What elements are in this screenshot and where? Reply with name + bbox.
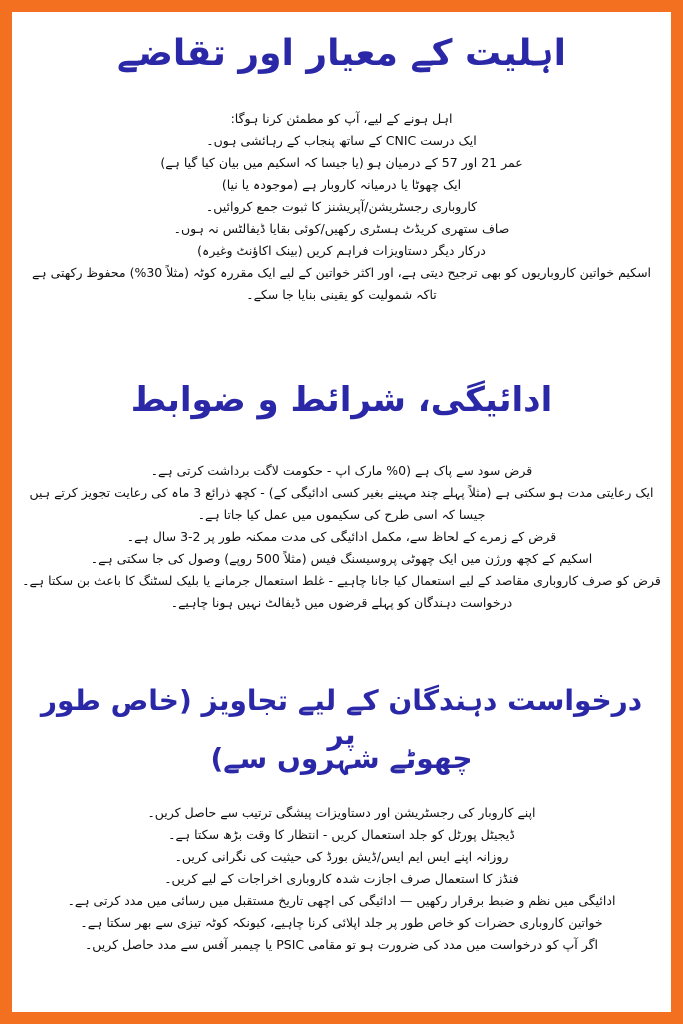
eligibility-item: صاف ستھری کریڈٹ ہسٹری رکھیں/کوئی بقایا ڈیفالٹس نہ ہوں۔ <box>173 221 510 236</box>
terms-item: اسکیم کے کچھ ورژن میں ایک چھوٹی پروسیسنگ فیس (مثلاً 500 روپے) وصول کی جا سکتی ہے۔ <box>90 551 593 566</box>
eligibility-item: ایک چھوٹا یا درمیانہ کاروبار ہے (موجودہ یا نیا) <box>221 177 462 192</box>
tips-item: ادائیگی میں نظم و ضبط برقرار رکھیں — ادائیگی کی اچھی تاریخ مستقبل میں رسائی میں مدد کرتی ہے۔ <box>67 893 616 908</box>
poster <box>12 12 671 1012</box>
eligibility-item: درکار دیگر دستاویزات فراہم کریں (بینک اکاؤنٹ وغیرہ) <box>197 243 486 258</box>
heading-tips-line1: درخواست دہندگان کے لیے تجاویز (خاص طور پر <box>40 684 643 751</box>
tips-item: خواتین کاروباری حضرات کو خاص طور پر جلد اپلائی کرنا چاہیے، کیونکہ کوٹہ تیزی سے بھر سکتا ہے۔ <box>80 915 603 930</box>
tips-item: اگر آپ کو درخواست میں مدد کی ضرورت ہو تو مقامی PSIC یا چیمبر آفس سے مدد حاصل کریں۔ <box>84 937 599 952</box>
terms-item: قرض کو صرف کاروباری مقاصد کے لیے استعمال کیا جانا چاہیے - غلط استعمال جرمانے یا بلیک لسٹنگ کا باعث بن سکتا ہے۔ <box>22 573 661 588</box>
tips-item: اپنے کاروبار کی رجسٹریشن اور دستاویزات پیشگی ترتیب سے حاصل کریں۔ <box>147 805 536 820</box>
terms-item: قرض کے زمرے کے لحاظ سے، مکمل ادائیگی کی مدت ممکنہ طور پر 2-3 سال ہے۔ <box>126 529 557 544</box>
eligibility-section <box>22 108 661 306</box>
eligibility-item: ایک درست CNIC کے ساتھ پنجاب کے رہائشی ہوں۔ <box>206 133 477 148</box>
tips-item: فنڈز کا استعمال صرف اجازت شدہ کاروباری اخراجات کے لیے کریں۔ <box>164 871 519 886</box>
tips-item: ڈیجیٹل پورٹل کو جلد استعمال کریں - انتظار کا وقت بڑھ سکتا ہے۔ <box>168 827 515 842</box>
eligibility-item: عمر 21 اور 57 کے درمیان ہو (یا جیسا کہ اسکیم میں بیان کیا گیا ہے) <box>160 155 523 170</box>
terms-item: درخواست دہندگان کو پہلے قرضوں میں ڈیفالٹ نہیں ہونا چاہیے۔ <box>170 595 513 610</box>
heading-terms: ادائیگی، شرائط و ضوابط <box>130 380 553 420</box>
heading-tips-line2: چھوٹے شہروں سے) <box>210 742 473 775</box>
heading-eligibility: اہلیت کے معیار اور تقاضے <box>117 33 566 74</box>
tips-section <box>22 802 661 956</box>
terms-item: قرض سود سے پاک ہے (0% مارک اپ - حکومت لاگت برداشت کرتی ہے۔ <box>150 463 533 478</box>
eligibility-item: اسکیم خواتین کاروباریوں کو بھی ترجیح دیتی ہے، اور اکثر خواتین کے لیے ایک مقررہ کوٹہ (مثلاً 30%) محفوظ رکھتی ہے تاکہ شمولیت کو یقینی بنایا جا سکے۔ <box>31 265 652 302</box>
eligibility-item: کاروباری رجسٹریشن/آپریشنز کا ثبوت جمع کروائیں۔ <box>205 199 478 214</box>
terms-section <box>22 460 661 614</box>
eligibility-intro: اہل ہونے کے لیے، آپ کو مطمئن کرنا ہوگا: <box>230 111 453 126</box>
terms-item: ایک رعایتی مدت ہو سکتی ہے (مثلاً پہلے چند مہینے بغیر کسی ادائیگی کے) - کچھ ذرائع 3 ماہ کی رعایت تجویز کرتے ہیں جیسا کہ اسی طرح کی سکیموں میں عمل کیا جاتا ہے۔ <box>29 485 654 522</box>
tips-item: روزانہ اپنے ایس ایم ایس/ڈیش بورڈ کی حیثیت کی نگرانی کریں۔ <box>174 849 509 864</box>
